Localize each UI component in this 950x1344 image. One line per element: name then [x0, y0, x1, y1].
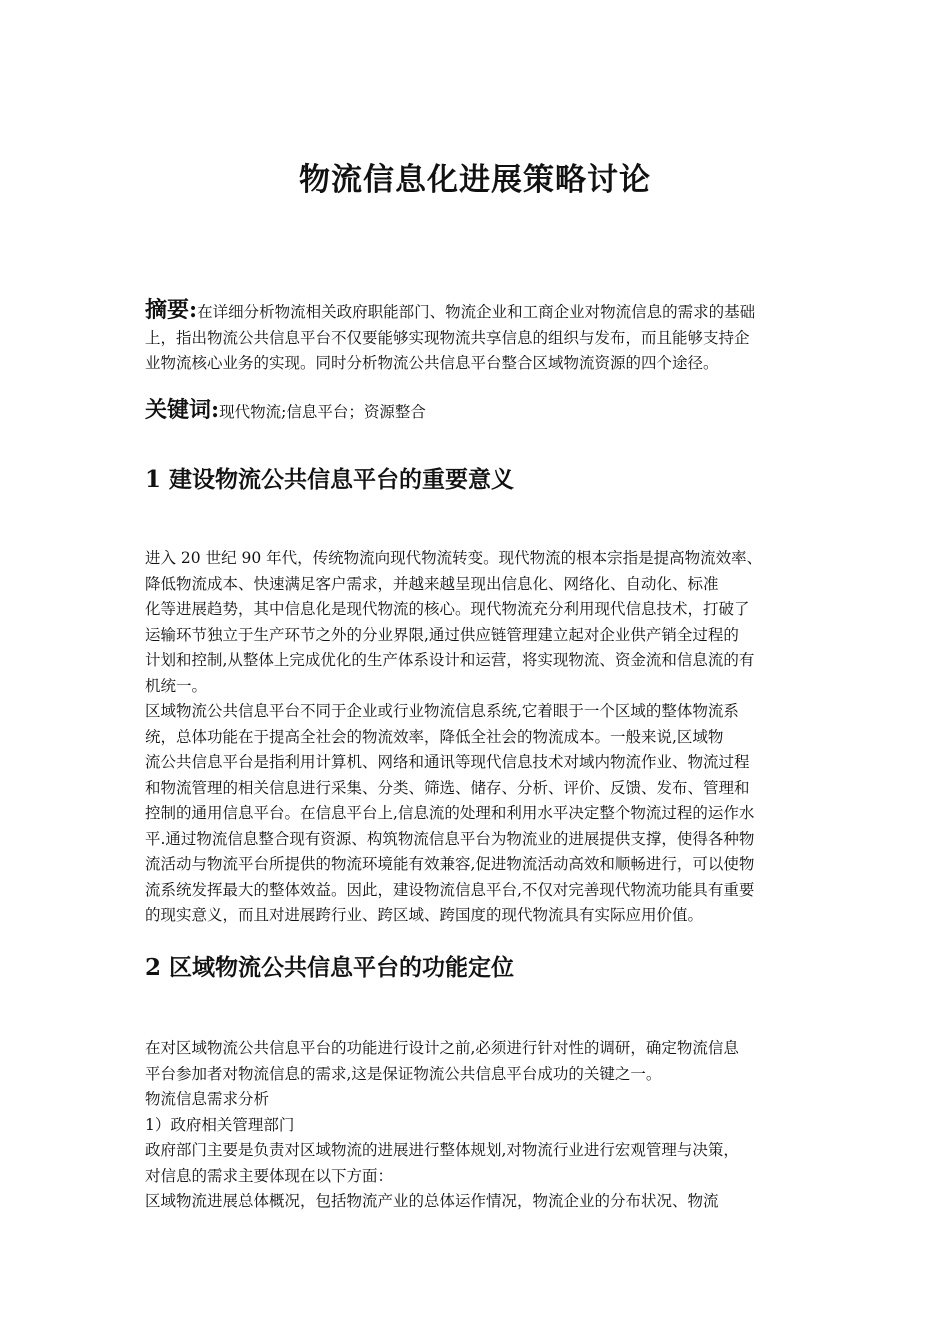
section-1-heading: 1 建设物流公共信息平台的重要意义	[145, 466, 515, 493]
keywords-text: 现代物流;信息平台；资源整合	[219, 403, 426, 421]
body-line: 在对区域物流公共信息平台的功能进行设计之前,必须进行针对性的调研，确定物流信息	[145, 1039, 739, 1057]
body-line: 政府部门主要是负责对区域物流的进展进行整体规划,对物流行业进行宏观管理与决策，	[145, 1141, 739, 1159]
body-line: 平台参加者对物流信息的需求,这是保证物流公共信息平台成功的关键之一。	[145, 1064, 662, 1083]
section-2-body	[145, 1036, 815, 1215]
body-line: 区域物流公共信息平台不同于企业或行业物流信息系统,它着眼于一个区域的整体物流系	[145, 702, 739, 720]
document-title: 物流信息化进展策略讨论	[299, 162, 651, 198]
abstract-text: 在详细分析物流相关政府职能部门、物流企业和工商企业对物流信息的需求的基础	[197, 303, 756, 321]
body-line: 统，总体功能在于提高全社会的物流效率，降低全社会的物流成本。一般来说,区域物	[145, 727, 724, 746]
body-line: 对信息的需求主要体现在以下方面：	[145, 1166, 394, 1185]
body-line: 流活动与物流平台所提供的物流环境能有效兼容,促进物流活动高效和顺畅进行，可以使物	[145, 855, 755, 873]
abstract-line: 业物流核心业务的实现。同时分析物流公共信息平台整合区域物流资源的四个途径。	[145, 354, 719, 372]
body-line: 平.通过物流信息整合现有资源、构筑物流信息平台为物流业的进展提供支撑，使得各种物	[145, 829, 755, 848]
body-line: 流公共信息平台是指利用计算机、网络和通讯等现代信息技术对域内物流作业、物流过程	[145, 753, 750, 771]
section-2-heading: 2 区域物流公共信息平台的功能定位	[145, 954, 515, 981]
keywords-line	[145, 398, 815, 426]
keywords-block	[145, 398, 815, 426]
body-line: 流系统发挥最大的整体效益。因此，建设物流信息平台,不仅对完善现代物流功能具有重要	[145, 880, 755, 899]
body-line: 降低物流成本、快速满足客户需求，并越来越呈现出信息化、网络化、自动化、标准	[145, 574, 719, 593]
keywords-label: 关键词:	[145, 397, 220, 423]
body-line: 的现实意义，而且对进展跨行业、跨区域、跨国度的现代物流具有实际应用价值。	[145, 906, 704, 924]
body-line: 机统一。	[145, 676, 208, 695]
abstract-line	[145, 298, 815, 326]
body-line: 运输环节独立于生产环节之外的分业界限,通过供应链管理建立起对企业供产销全过程的	[145, 625, 739, 644]
abstract-label: 摘要:	[145, 297, 198, 323]
body-line: 物流信息需求分析	[145, 1090, 270, 1108]
body-line: 区域物流进展总体概况，包括物流产业的总体运作情况，物流企业的分布状况、物流	[145, 1192, 719, 1210]
body-line: 控制的通用信息平台。在信息平台上,信息流的处理和利用水平决定整个物流过程的运作水	[145, 804, 755, 822]
body-line: 进入 20 世纪 90 年代，传统物流向现代物流转变。现代物流的根本宗指是提高物流效率、	[145, 549, 763, 567]
body-line: 1）政府相关管理部门	[145, 1115, 295, 1134]
body-line: 和物流管理的相关信息进行采集、分类、筛选、储存、分析、评价、反馈、发布、管理和	[145, 778, 750, 797]
abstract-line: 上，指出物流公共信息平台不仅要能够实现物流共享信息的组织与发布，而且能够支持企	[145, 328, 750, 347]
section-1-body	[145, 546, 815, 929]
body-line: 化等进展趋势，其中信息化是现代物流的核心。现代物流充分利用现代信息技术，打破了	[145, 600, 750, 618]
abstract-block	[145, 298, 815, 377]
body-line: 计划和控制,从整体上完成优化的生产体系设计和运营，将实现物流、资金流和信息流的有	[145, 651, 755, 669]
